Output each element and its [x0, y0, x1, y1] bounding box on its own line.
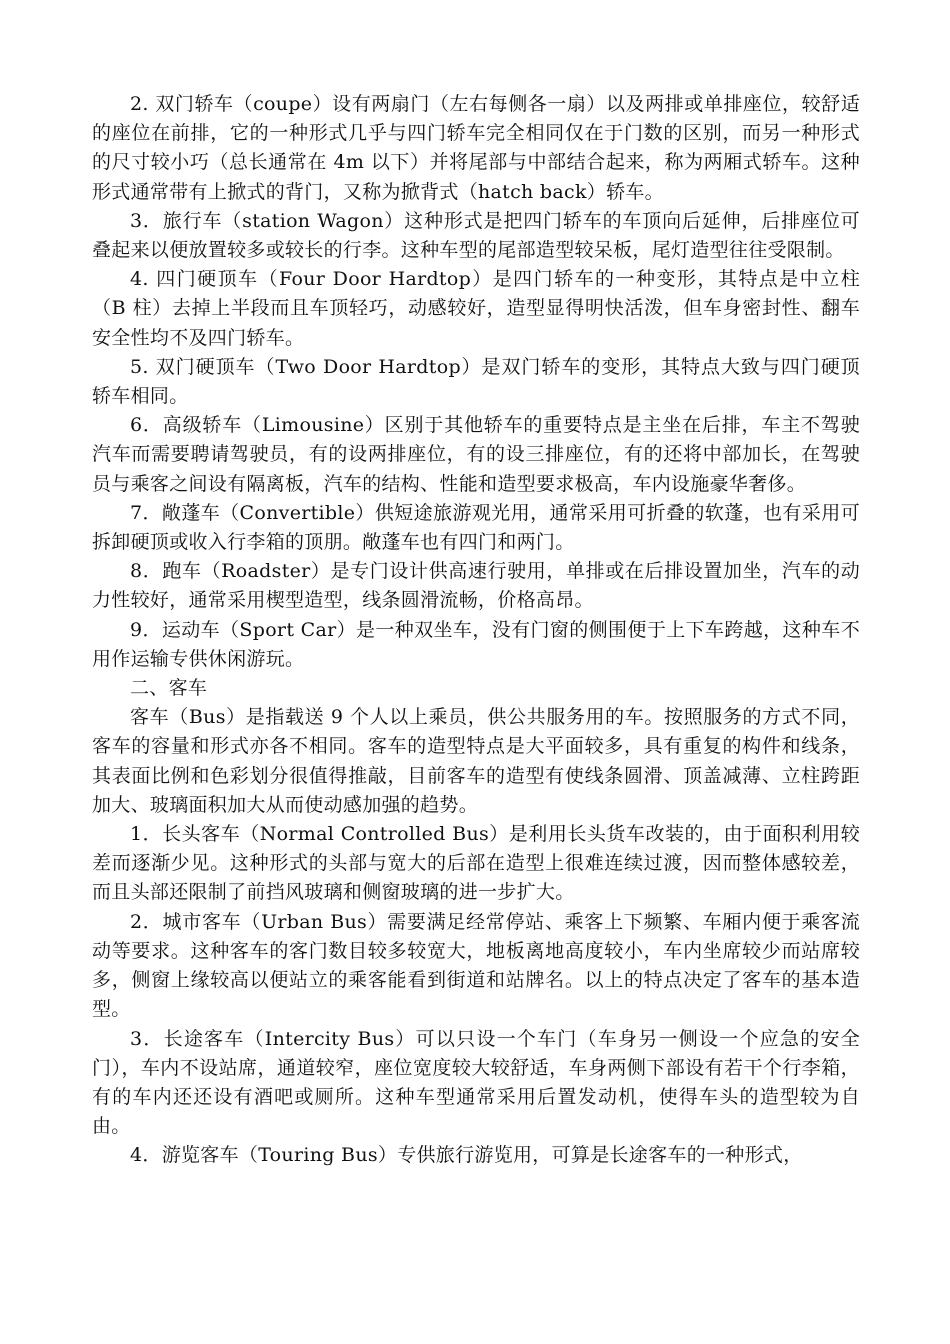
paragraph-roadster: 8．跑车（Roadster）是专门设计供高速行驶用，单排或在后排设置加坐，汽车的动力性较好，通常采用楔型造型，线条圆滑流畅，价格高昂。 — [92, 560, 860, 612]
paragraph-normal-controlled-bus: 1．长头客车（Normal Controlled Bus）是利用长头货车改装的，由于面积利用较差而逐渐少见。这种形式的头部与宽大的后部在造型上很难连续过渡，因而整体感较差，而且头部还限制了前挡风玻璃和侧窗玻璃的进一步扩大。 — [92, 823, 860, 904]
paragraph-station-wagon: 3．旅行车（station Wagon）这种形式是把四门轿车的车顶向后延伸，后排座位可叠起来以便放置较多或较长的行李。这种车型的尾部造型较呆板，尾灯造型往往受限制。 — [92, 209, 860, 262]
paragraph-two-door-hardtop: 5. 双门硬顶车（Two Door Hardtop）是双门轿车的变形，其特点大致与四门硬顶轿车相同。 — [92, 355, 860, 408]
section-heading-bus: 二、客车 — [130, 677, 208, 700]
paragraph-bus-intro: 客车（Bus）是指载送 9 个人以上乘员，供公共服务用的车。按照服务的方式不同，客车的容量和形式亦各不相同。客车的造型特点是大平面较多，具有重复的构件和线条，其表面比例和色彩划分很值得推敲，目前客车的造型有使线条圆滑、顶盖减薄、立柱跨距加大、玻璃面积加大从而使动感加强的趋势。 — [92, 706, 860, 816]
document-page — [92, 90, 860, 1171]
paragraph-convertible: 7．敞蓬车（Convertible）供短途旅游观光用，通常采用可折叠的软蓬，也有采用可拆卸硬顶或收入行李箱的顶朋。敞蓬车也有四门和两门。 — [92, 501, 860, 554]
paragraph-touring-bus: 4．游览客车（Touring Bus）专供旅行游览用，可算是长途客车的一种形式， — [130, 1144, 803, 1167]
paragraph-four-door-hardtop: 4. 四门硬顶车（Four Door Hardtop）是四门轿车的一种变形，其特点是中立柱（B 柱）去掉上半段而且车顶轻巧，动感较好，造型显得明快活泼，但车身密封性、翻车安全性均不及四门轿车。 — [92, 268, 860, 349]
paragraph-limousine: 6．高级轿车（Limousine）区别于其他轿车的重要特点是主坐在后排，车主不驾驶汽车而需要聘请驾驶员，有的设两排座位，有的设三排座位，有的还将中部加长，在驾驶员与乘客之间设有隔离板，汽车的结构、性能和造型要求极高，车内设施豪华奢侈。 — [92, 414, 860, 495]
paragraph-intercity-bus: 3．长途客车（Intercity Bus）可以只设一个车门（车身另一侧设一个应急的安全门），车内不设站席，通道较窄，座位宽度较大较舒适，车身两侧下部设有若干个行李箱，有的车内还还设有酒吧或厕所。这种车型通常采用后置发动机，使得车头的造型较为自由。 — [92, 1027, 860, 1138]
paragraph-coupe: 2. 双门轿车（coupe）设有两扇门（左右每侧各一扇）以及两排或单排座位，较舒适的座位在前排，它的一种形式几乎与四门轿车完全相同仅在于门数的区别，而另一种形式的尺寸较小巧（总长通常在 4m 以下）并将尾部与中部结合起来，称为两厢式轿车。这种形式通常带有上掀式的背门，又称为掀背式（hatch back）轿车。 — [92, 93, 860, 203]
paragraph-urban-bus: 2．城市客车（Urban Bus）需要满足经常停站、乘客上下频繁、车厢内便于乘客流动等要求。这种客车的客门数目较多较宽大，地板离地高度较小，车内坐席较少而站席较多，侧窗上缘较高以便站立的乘客能看到街道和站牌名。以上的特点决定了客车的基本造型。 — [92, 910, 860, 1021]
paragraph-sport-car: 9．运动车（Sport Car）是一种双坐车，没有门窗的侧围便于上下车跨越，这种车不用作运输专供休闲游玩。 — [92, 618, 860, 670]
